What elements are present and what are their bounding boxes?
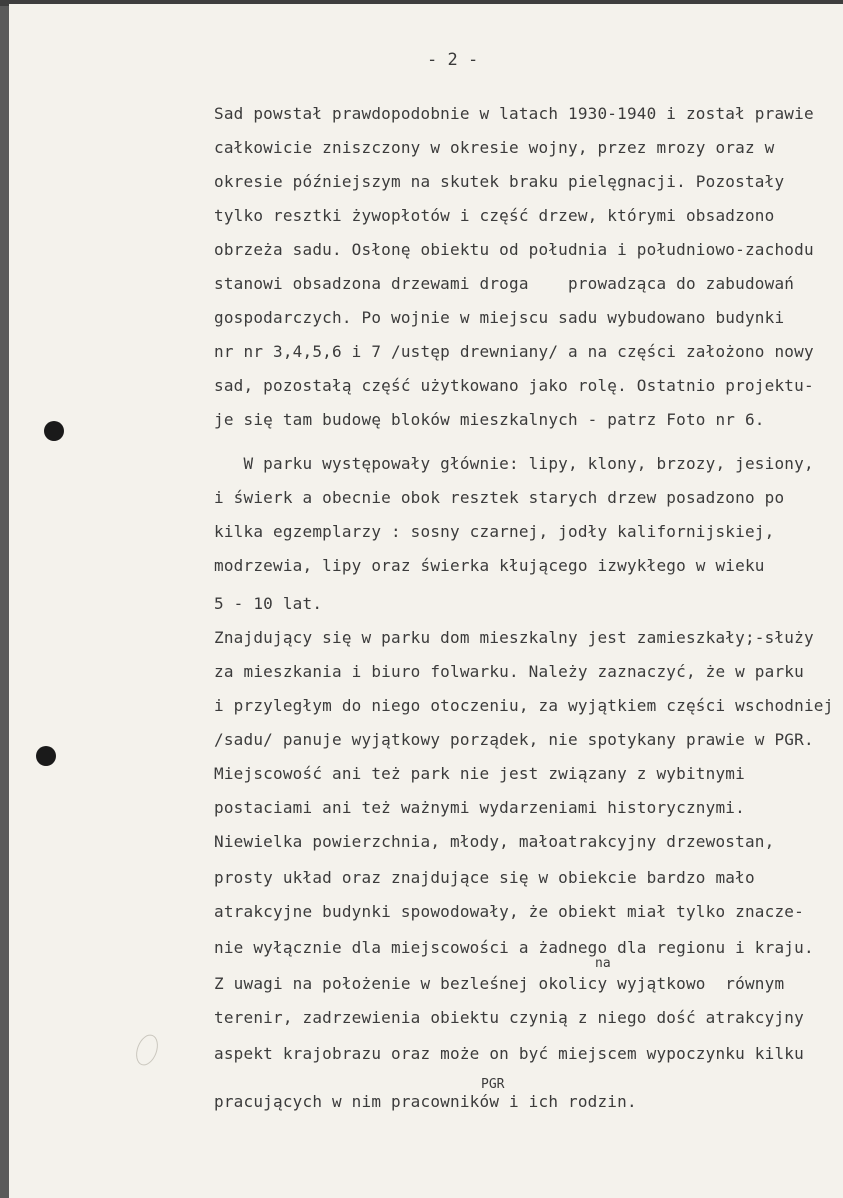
faint-pencil-mark [132,1032,162,1069]
text-line-11: W parku występowały głównie: lipy, klony, brzozy, jesiony, [214,454,814,473]
text-line-21: postaciami ani też ważnymi wydarzeniami historycznymi. [214,798,745,817]
text-line-19: /sadu/ panuje wyjątkowy porządek, nie spotykany prawie w PGR. [214,730,814,749]
text-line-22: Niewielka powierzchnia, młody, małoatrakcyjny drzewostan, [214,832,775,851]
text-line-15: 5 - 10 lat. [214,594,323,613]
punch-hole-lower [36,746,56,766]
text-line-23: prosty układ oraz znajdujące się w obiekcie bardzo mało [214,868,755,887]
text-line-12: i świerk a obecnie obok resztek starych drzew posadzono po [214,488,785,507]
text-line-25: nie wyłącznie dla miejscowości a żadnego dla regionu i kraju. [214,938,814,957]
text-line-27: terenir, zadrzewienia obiektu czynią z niego dość atrakcyjny [214,1008,804,1027]
text-line-9: sad, pozostałą część użytkowano jako rolę. Ostatnio projektu- [214,376,814,395]
text-line-13: kilka egzemplarzy : sosny czarnej, jodły kalifornijskiej, [214,522,775,541]
text-line-14: modrzewia, lipy oraz świerka kłującego izwykłego w wieku [214,556,765,575]
text-line-7: gospodarczych. Po wojnie w miejscu sadu wybudowano budynki [214,308,785,327]
text-line-20: Miejscowość ani też park nie jest związany z wybitnymi [214,764,745,783]
document-page [9,4,843,1198]
text-line-29: pracujących w nim pracowników i ich rodzin. [214,1092,637,1111]
text-line-18: i przyległym do niego otoczeniu, za wyjątkiem części wschodniej [214,696,834,715]
text-line-24: atrakcyjne budynki spowodowały, że obiekt miał tylko znacze- [214,902,804,921]
text-line-8: nr nr 3,4,5,6 i 7 /ustęp drewniany/ a na części założono nowy [214,342,814,361]
text-line-3: okresie późniejszym na skutek braku pielęgnacji. Pozostały [214,172,785,191]
text-line-4: tylko resztki żywopłotów i część drzew, którymi obsadzono [214,206,775,225]
text-line-5: obrzeża sadu. Osłonę obiektu od południa i południowo-zachodu [214,240,814,259]
interlinear-insert-pgr: PGR [481,1077,505,1092]
text-line-16: Znajdujący się w parku dom mieszkalny jest zamieszkały;-służy [214,628,814,647]
text-line-6: stanowi obsadzona drzewami droga prowadząca do zabudowań [214,274,795,293]
punch-hole-upper [44,421,64,441]
text-line-2: całkowicie zniszczony w okresie wojny, przez mrozy oraz w [214,138,775,157]
interlinear-insert-na: na [595,956,611,971]
text-line-10: je się tam budowę bloków mieszkalnych - patrz Foto nr 6. [214,410,765,429]
page-number: - 2 - [427,50,479,70]
text-line-17: za mieszkania i biuro folwarku. Należy zaznaczyć, że w parku [214,662,804,681]
text-line-26: Z uwagi na położenie w bezleśnej okolicy wyjątkowo równym [214,974,785,993]
text-line-28: aspekt krajobrazu oraz może on być miejscem wypoczynku kilku [214,1044,804,1063]
text-line-1: Sad powstał prawdopodobnie w latach 1930-1940 i został prawie [214,104,814,123]
